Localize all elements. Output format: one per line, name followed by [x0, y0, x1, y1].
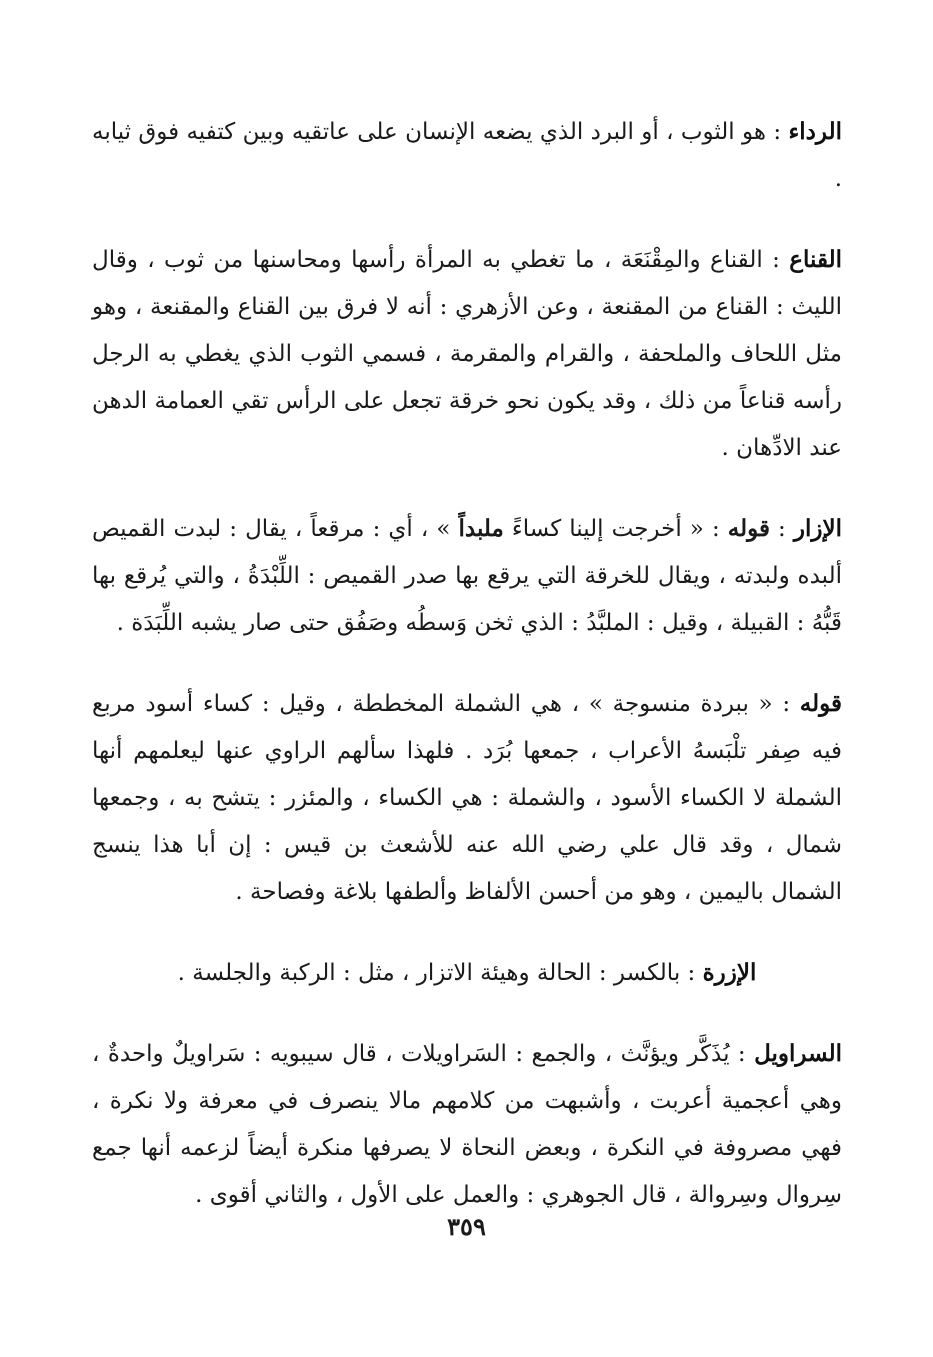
entry-definition: » ، أي : مرقعاً ، يقال : لبدت القميص ألبده ولبدته ، ويقال للخرقة التي يرقع بها صدر القميص : اللِّبْدَةُ ، والتي يُرقع بها قَبُّهُ : القبيلة ، وقيل : الملبَّدُ : الذي ثخن وَسطُه وصَفُق حتى صار يشبه اللِّبَدَة . — [92, 516, 842, 636]
entry-burda — [92, 680, 842, 916]
entry-quote-start: : « أخرجت إلينا كساءً — [503, 516, 728, 542]
entry-izra — [92, 949, 842, 997]
entry-term: الإزار — [793, 515, 842, 542]
entry-term: الإزرة — [702, 959, 757, 986]
entry-definition: : « ببردة منسوجة » ، هي الشملة المخططة ، وقيل : كساء أسود مربع فيه صِفر تلْبَسهُ الأعراب ، جمعها بُرَد . فلهذا سألهم الراوي عنها ليعلمهم أنها الشملة لا الكساء الأسود ، والشملة : هي الكساء ، والمئزر : يتشح به ، وجمعها شمال ، وقد قال علي رضي الله عنه للأشعث بن قيس : إن أبا هذا ينسج الشمال باليمين ، وهو من أحسن الألفاظ وألطفها بلاغة وفصاحة . — [92, 691, 842, 905]
entry-sarawil — [92, 1030, 842, 1219]
entry-definition: : بالكسر : الحالة وهيئة الاتزار ، مثل : الركبة والجلسة . — [177, 960, 703, 986]
entry-definition: : يُذَكَّر ويؤنَّث ، والجمع : السَراويلات ، قال سيبويه : سَراويلٌ واحدةٌ ، وهي أعجمية أعربت ، وأشبهت من كلامهم مالا ينصرف في معرفة ولا نكرة ، فهي مصروفة في النكرة ، وبعض النحاة لا يصرفها منكرة أيضاً لزعمه أنها جمع سِروال وسِروالة ، قال الجوهري : والعمل على الأول ، والثاني أقوى . — [92, 1041, 842, 1208]
quoted-keyword: ملبداً — [458, 515, 504, 542]
entry-separator: : — [769, 516, 794, 542]
entry-term: الرداء — [788, 118, 842, 145]
entry-qina — [92, 236, 842, 472]
entry-definition: : القناع والمِقْنَعَة ، ما تغطي به المرأة رأسها ومحاسنها من ثوب ، وقال الليث : القناع من المقنعة ، وعن الأزهري : أنه لا فرق بين القناع والمقنعة ، وهو مثل اللحاف والملحفة ، والقرام والمقرمة ، فسمي الثوب الذي يغطي به الرجل رأسه قناعاً من ذلك ، وقد يكون نحو خرقة تجعل على الرأس تقي العمامة الدهن عند الادِّهان . — [92, 247, 842, 461]
entry-rida — [92, 108, 842, 203]
entry-term: القناع — [789, 246, 842, 273]
entry-definition: : هو الثوب ، أو البرد الذي يضعه الإنسان على عاتقيه وبين كتفيه فوق ثيابه . — [92, 119, 842, 192]
qawluh-label: قوله — [727, 515, 770, 542]
entry-izar — [92, 505, 842, 647]
page-body — [92, 108, 842, 1252]
entry-term: السراويل — [754, 1040, 842, 1067]
page-number: ٣٥٩ — [447, 1212, 486, 1241]
entry-term: قوله — [799, 690, 842, 717]
